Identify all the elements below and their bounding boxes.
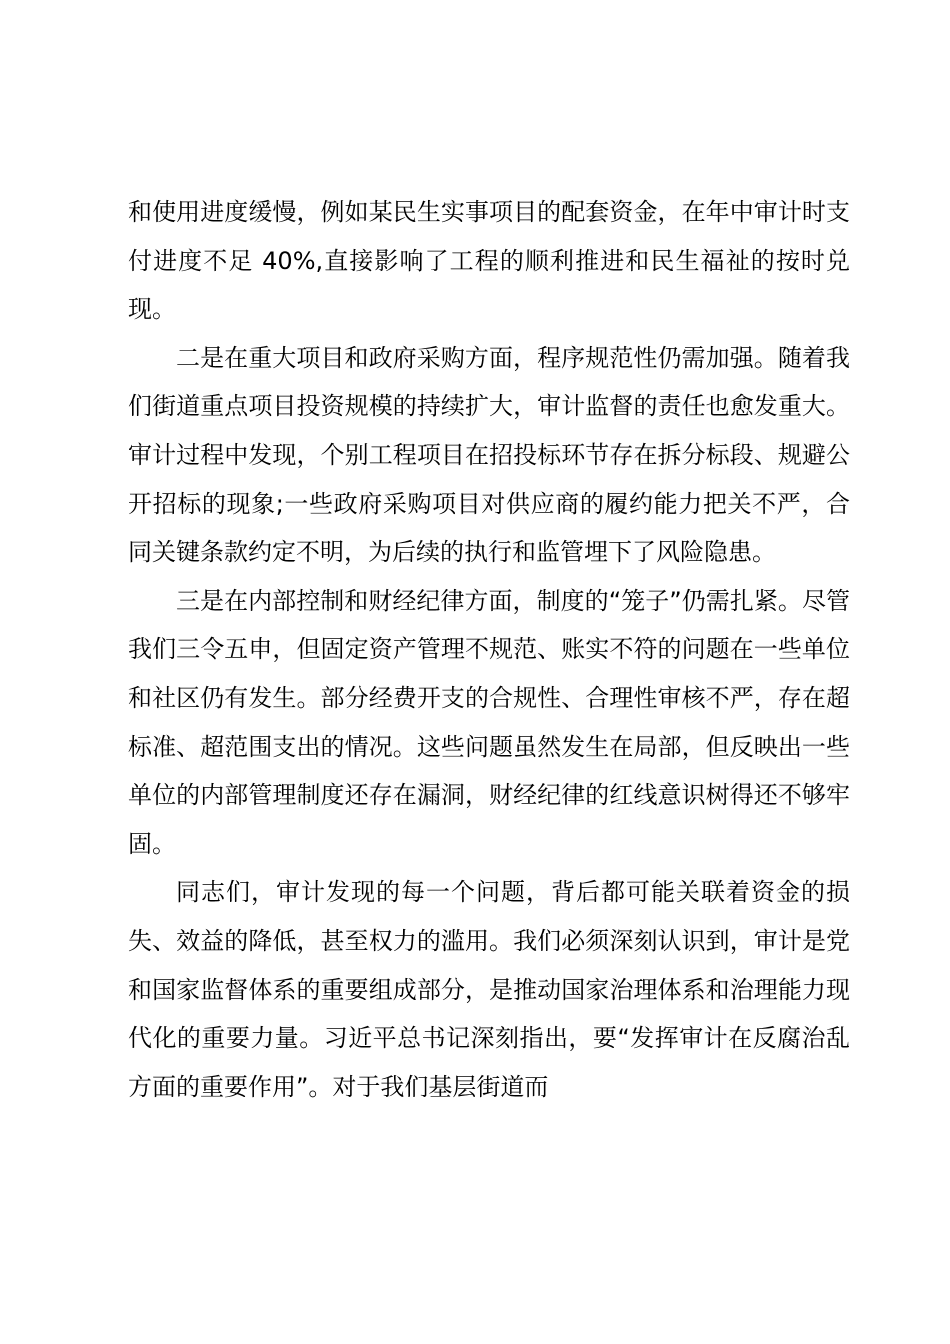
paragraph-comrades: 同志们，审计发现的每一个问题，背后都可能关联着资金的损失、效益的降低，甚至权力的滥用。我们必须深刻认识到，审计是党和国家监督体系的重要组成部分，是推动国家治理体系和治理能力现代化的重要力量。习近平总书记深刻指出，要“发挥审计在反腐治乱方面的重要作用”。对于我们基层街道而 <box>128 878 850 1101</box>
paragraph-point-three: 三是在内部控制和财经纪律方面，制度的“笼子”仍需扎紧。尽管我们三令五申，但固定资产管理不规范、账实不符的问题在一些单位和社区仍有发生。部分经费开支的合规性、合理性审核不严，存在超标准、超范围支出的情况。这些问题虽然发生在局部，但反映出一些单位的内部管理制度还存在漏洞，财经纪律的红线意识树得还不够牢固。 <box>128 586 850 858</box>
paragraph-continuation: 和使用进度缓慢，例如某民生实事项目的配套资金，在年中审计时支付进度不足 40%,直接影响了工程的顺利推进和民生福祉的按时兑现。 <box>128 198 850 324</box>
paragraph-point-two: 二是在重大项目和政府采购方面，程序规范性仍需加强。随着我们街道重点项目投资规模的持续扩大，审计监督的责任也愈发重大。审计过程中发现，个别工程项目在招投标环节存在拆分标段、规避公开招标的现象;一些政府采购项目对供应商的履约能力把关不严，合同关键条款约定不明，为后续的执行和监管埋下了风险隐患。 <box>128 343 850 567</box>
document-body <box>128 188 850 1111</box>
